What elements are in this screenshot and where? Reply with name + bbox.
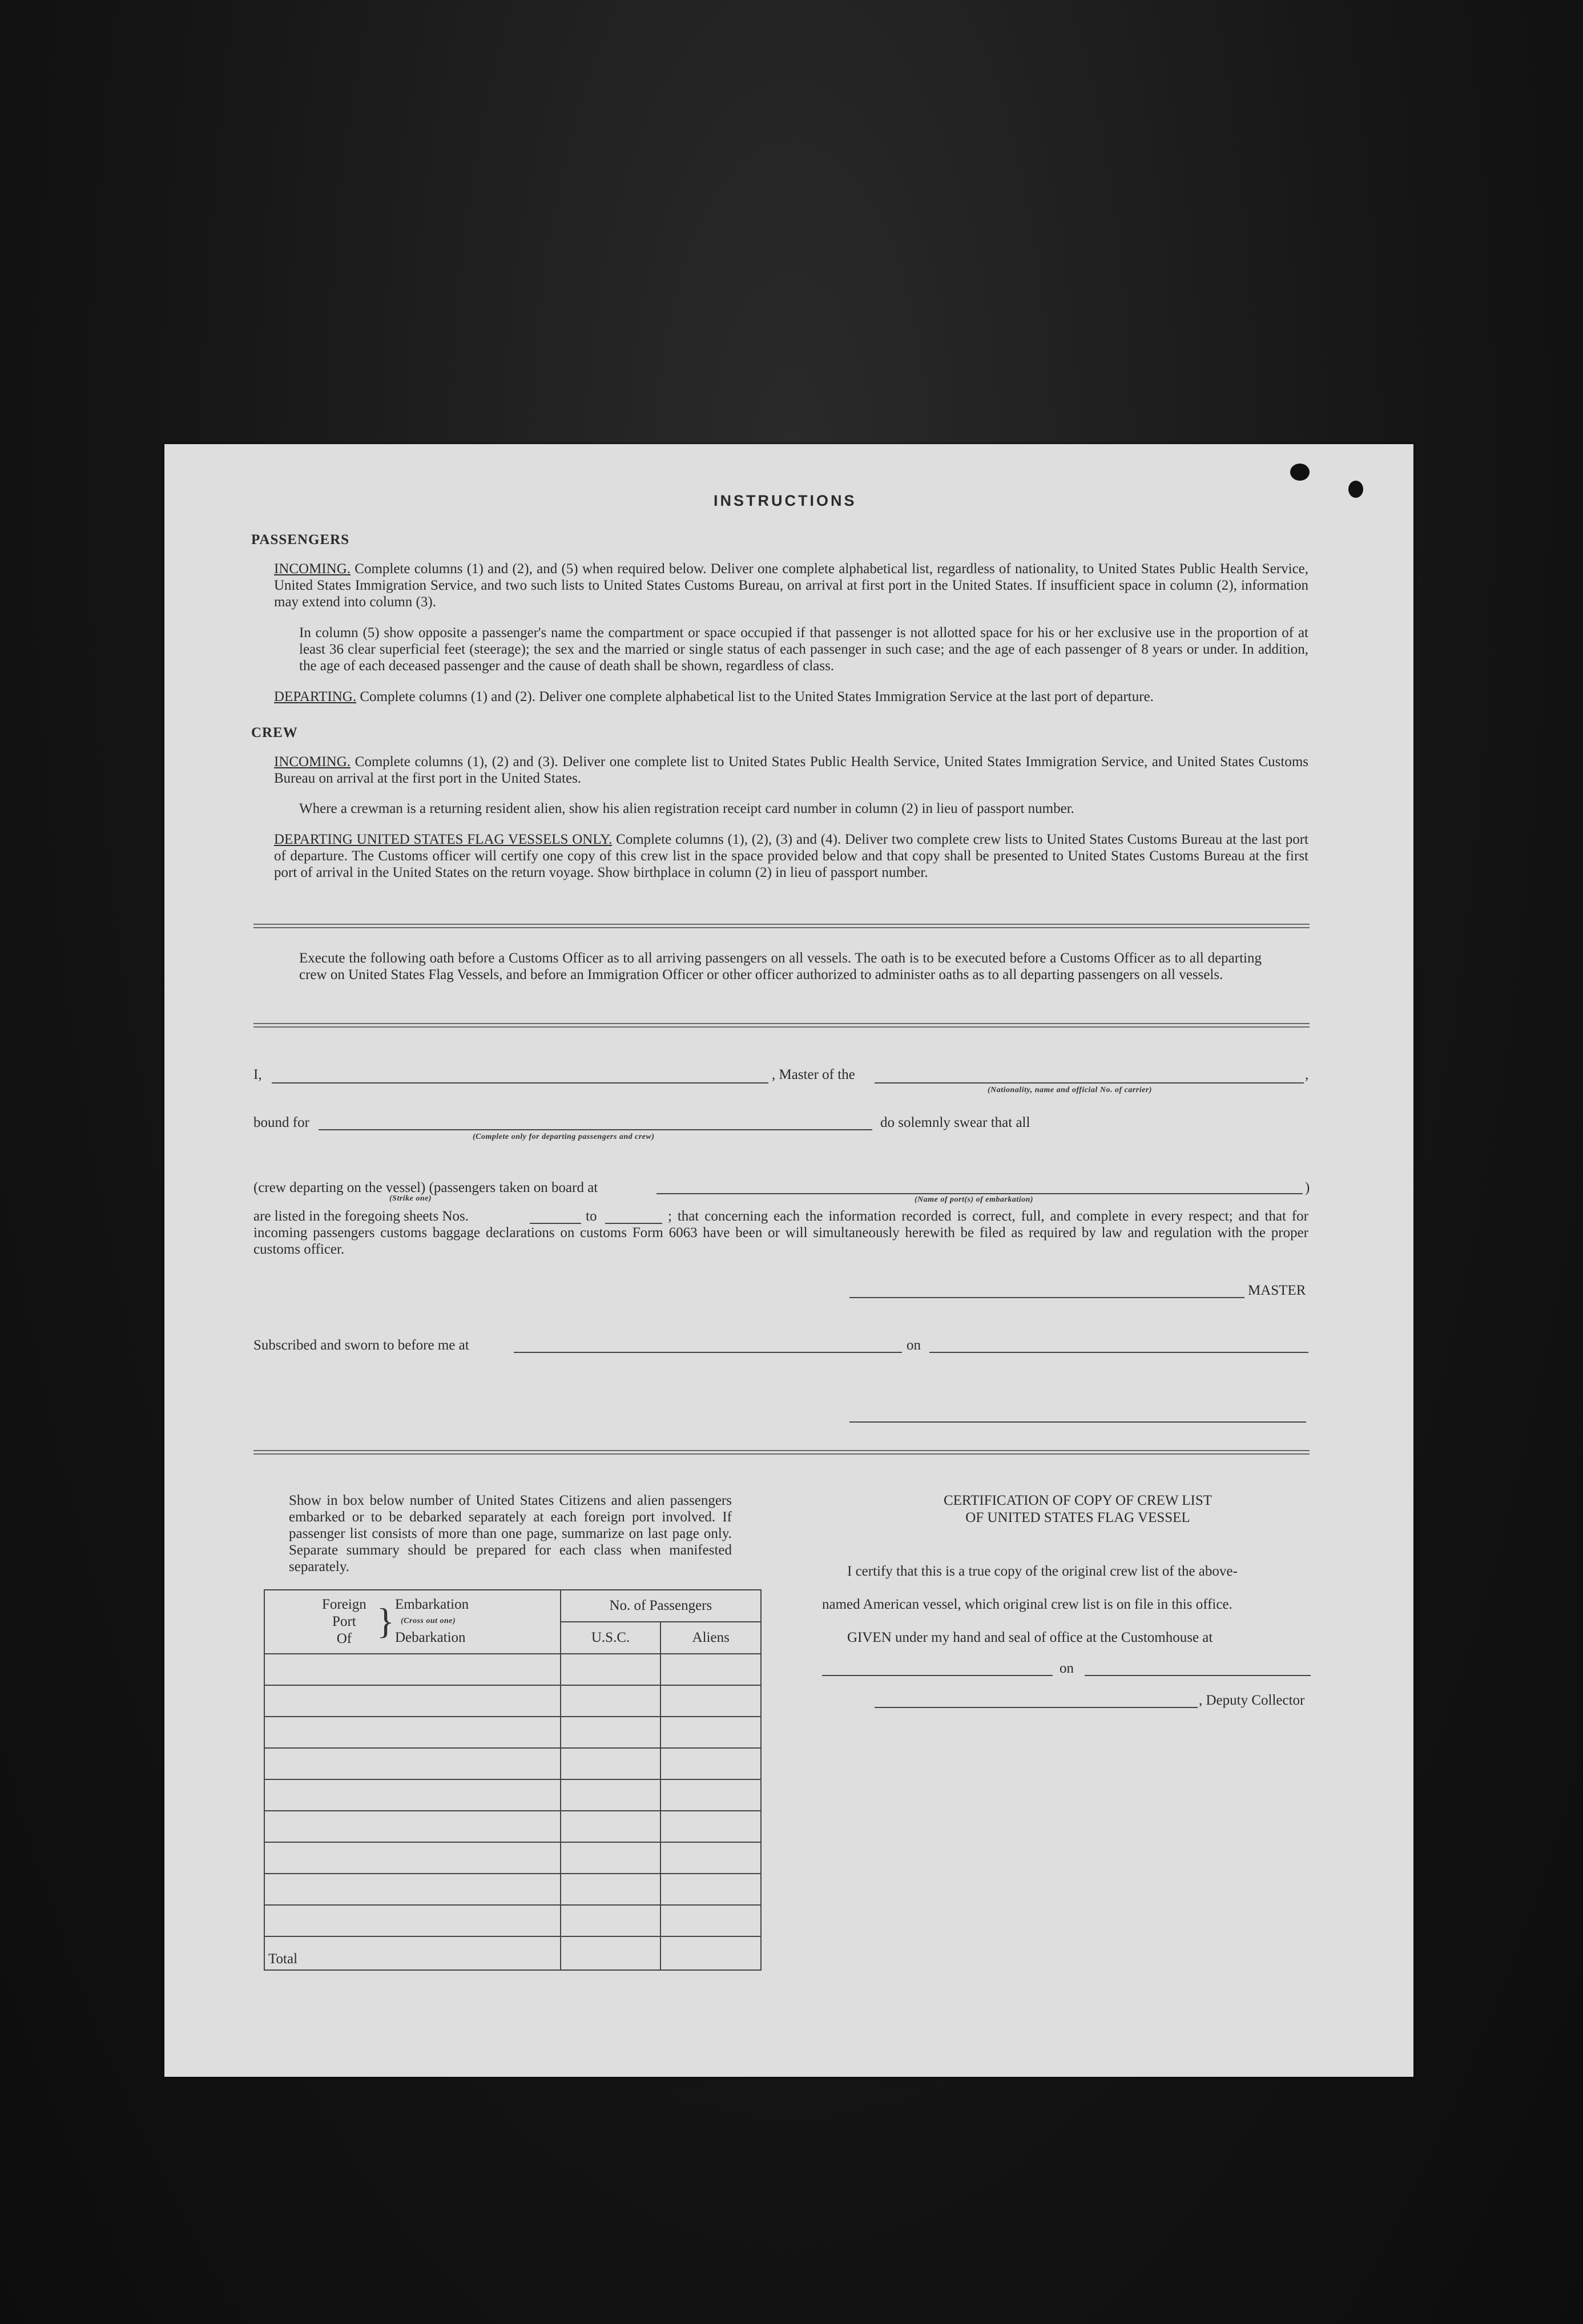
to-label: to: [586, 1209, 597, 1224]
usc-header: U.S.C.: [561, 1622, 661, 1654]
oath-i-label: I,: [253, 1067, 262, 1082]
master-of-label: , Master of the: [772, 1067, 855, 1082]
bound-hint: (Complete only for departing passengers and crew): [473, 1133, 655, 1141]
certification-title-line1: CERTIFICATION OF COPY OF CREW LIST: [943, 1493, 1213, 1508]
col-embarkation: Embarkation: [395, 1597, 469, 1612]
port-hint: (Name of port(s) of embarkation): [915, 1195, 1034, 1204]
passengers-heading: PASSENGERS: [251, 532, 350, 547]
crew-incoming: [274, 754, 1308, 787]
usc-cell[interactable]: [561, 1717, 661, 1748]
table-row: [264, 1874, 761, 1905]
crew-incoming-text: Complete columns (1), (2) and (3). Deliver one complete list to United States Public Health Service, United States Immigration Service, and United States Customs Bureau on arrival at the first port in the United States.: [274, 754, 1309, 786]
table-row: [264, 1685, 761, 1717]
usc-cell[interactable]: [561, 1874, 661, 1905]
on-label: on: [907, 1338, 921, 1353]
crew-resident: Where a crewman is a returning resident alien, show his alien registration receipt card number in column (2) in lieu of passport number.: [299, 801, 1074, 816]
col-cross-out: (Cross out one): [401, 1617, 456, 1625]
aliens-cell[interactable]: [660, 1717, 761, 1748]
master-name-field[interactable]: [272, 1082, 768, 1084]
table-row: [264, 1811, 761, 1842]
aliens-cell[interactable]: [660, 1779, 761, 1811]
strike-hint: (Strike one): [389, 1194, 432, 1203]
table-row: [264, 1748, 761, 1779]
certification-title-line2: OF UNITED STATES FLAG VESSEL: [965, 1510, 1190, 1525]
passenger-summary-table: [264, 1589, 762, 1971]
col-debarkation: Debarkation: [395, 1630, 466, 1645]
subscribed-label: Subscribed and sworn to before me at: [253, 1338, 469, 1353]
usc-cell[interactable]: [561, 1748, 661, 1779]
usc-cell[interactable]: [561, 1779, 661, 1811]
col-port: Port: [332, 1614, 356, 1629]
col-foreign: Foreign: [322, 1597, 366, 1612]
aliens-header: Aliens: [660, 1622, 761, 1654]
aliens-cell[interactable]: [660, 1811, 761, 1842]
port-cell[interactable]: [264, 1748, 561, 1779]
no-passengers-header: No. of Passengers: [561, 1590, 761, 1622]
embarkation-port-field[interactable]: [656, 1193, 1303, 1194]
sworn-place-field[interactable]: [514, 1352, 902, 1353]
crew-incoming-label: INCOMING.: [274, 754, 351, 770]
port-cell[interactable]: [264, 1779, 561, 1811]
sworn-date-field[interactable]: [929, 1352, 1308, 1353]
usc-cell[interactable]: [561, 1905, 661, 1936]
total-label: Total: [264, 1936, 561, 1970]
passengers-incoming: [274, 561, 1308, 610]
port-cell[interactable]: [264, 1905, 561, 1936]
passengers-departing-label: DEPARTING.: [274, 689, 357, 704]
bound-for-field[interactable]: [319, 1129, 872, 1130]
document-page: INSTRUCTIONS PASSENGERS INCOMING. Complete columns (1) and (2), and (5) when required below. Deliver one complete alphabetical list, regardless of nationality, to United States Public Health Service, United States Immigration Service, and two such lists to United States Customs Bureau, on arrival at first port in the United States. If insufficient space in column (2), information may extend into column (3). In column (5) show opposite a passenger's name the compartment or space occupied if that passenger is not allotted space for his or her exclusive use in the proportion of at least 36 clear superficial feet (steerage); the sex and the married or single status of each passenger in such case; and the age of each passenger of 8 years or under. In addition, the age of each deceased passenger and the cause of death shall be shown, regardless of class. DEPARTING. Complete columns (1) and (2). Deliver one complete alphabetical list to the United States Immigration Service at the last port of departure. CREW INCOMING. Complete columns (1), (2) and (3). Deliver one complete list to United States Public Health Service, United States Immigration Service, and United States Customs Bureau on arrival at the first port in the United States. Where a crewman is a returning resident alien, show his alien registration receipt card number in column (2) in lieu of passport number. DEPARTING UNITED STATES FLAG VESSELS ONLY. Complete columns (1), (2), (3) and (4). Deliver two complete crew lists to United States Customs Bureau at the last port of departure. The Customs officer will certify one copy of this crew list in the space provided below and that copy shall be presented to United States Customs Bureau at the first port of arrival in the United States on the return voyage. Show birthplace in column (2) in lieu of passport number. Execute the following oath before a Customs Officer as to all arriving passengers on all vessels. The oath is to be executed before a Customs Officer as to all departing crew on United States Flag Vessels, and before an Immigration Officer or other officer authorized to administer oaths as to all departing passengers on all vessels. I, , Master of the , (Nationality, name and official No. of carrier) bound for (Complete only for departing passengers and crew) do solemnly swear that all (crew departing on the vessel) (passengers taken on board at (Strike one) (Name of port(s) of embarkation) ) are listed in the foregoing sheets Nos. to ; that concerning each the information recorded is correct, full, and complete in every respect; and that for incoming passengers customs baggage declarations on customs Form 6063 have been or will simultaneously herewith be filed as required by law and regulation with the proper customs officer. MASTER Subscribed and sworn to before me at on Show in box below number of United States Citizens and alien passengers embarked or to be debarked separately at each foreign port involved. If passenger list consists of more than one page, summarize on last page only. Separate summary should be prepared for each class when manifested separately. Foreign Port Of } Embarkation (Cross out one) Debarkation No. of Passengers U.S.C. Aliens Total CERTIFICATION OF COPY OF CREW LIST OF UNITED STATES FLAG VESSEL I certify that this is a true copy of the original crew list of the above- named American vessel, which original crew list is on file in this office. GIVEN under my hand and seal of office at the Customhouse at on , Deputy Collector: [164, 444, 1413, 2077]
passengers-incoming-text: Complete columns (1) and (2), and (5) when required below. Deliver one complete alphabetical list, regardless of nationality, to United States Public Health Service, United States Immigration Service, and two such lists to United States Customs Bureau, on arrival at first port in the United States. If insufficient space in column (2), information may extend into column (3).: [274, 561, 1309, 610]
total-row: [264, 1936, 761, 1970]
foreign-port-header: Foreign Port Of } Embarkation (Cross out one) Debarkation: [264, 1590, 561, 1654]
usc-cell[interactable]: [561, 1654, 661, 1685]
col-of: Of: [336, 1631, 352, 1646]
instructions-title: INSTRUCTIONS: [714, 492, 857, 509]
cert-on-label: on: [1060, 1661, 1074, 1676]
master-signature-field[interactable]: [849, 1297, 1244, 1298]
usc-cell[interactable]: [561, 1842, 661, 1874]
deputy-signature-field[interactable]: [875, 1707, 1198, 1708]
customhouse-field[interactable]: [822, 1675, 1053, 1676]
table-row: [264, 1779, 761, 1811]
passengers-departing-text: Complete columns (1) and (2). Deliver one complete alphabetical list to the United States Immigration Service at the last port of departure.: [360, 689, 1154, 704]
table-row: [264, 1717, 761, 1748]
bound-for-label: bound for: [253, 1115, 309, 1130]
master-label: MASTER: [1248, 1283, 1306, 1298]
crew-heading: CREW: [251, 725, 298, 740]
port-cell[interactable]: [264, 1874, 561, 1905]
usc-cell[interactable]: [561, 1685, 661, 1717]
officer-signature-field[interactable]: [849, 1421, 1306, 1423]
divider: [253, 1023, 1310, 1028]
port-cell[interactable]: [264, 1842, 561, 1874]
ink-blot: [1348, 481, 1363, 498]
usc-total-cell[interactable]: [561, 1936, 661, 1970]
aliens-cell[interactable]: [660, 1874, 761, 1905]
table-row: [264, 1905, 761, 1936]
close-paren: ): [1305, 1180, 1310, 1195]
divider: [253, 924, 1310, 928]
port-cell[interactable]: [264, 1685, 561, 1717]
passengers-departing: [274, 688, 1308, 705]
aliens-total-cell[interactable]: [660, 1936, 761, 1970]
crew-departing-text: Complete columns (1), (2), (3) and (4). Deliver two complete crew lists to United States Customs Bureau at the last port of departure. The Customs officer will certify one copy of this crew list in the space provided below and that copy shall be presented to United States Customs Bureau at the first port of arrival in the United States on the return voyage. Show birthplace in column (2) in lieu of passport number.: [274, 832, 1309, 880]
certification-title: [861, 1492, 1295, 1526]
carrier-hint: (Nationality, name and official No. of carrier): [988, 1086, 1152, 1094]
sheets-text: ; that concerning each the information recorded is correct, full, and complete in every respect; and that for incoming passengers customs baggage declarations on customs Form 6063 have been or will simultaneously herewith be filed as required by law and regulation with the proper customs officer.: [253, 1209, 1308, 1257]
carrier-field[interactable]: [875, 1082, 1304, 1084]
passengers-column5: In column (5) show opposite a passenger's name the compartment or space occupied if that passenger is not allotted space for his or her exclusive use in the proportion of at least 36 clear superficial feet (steerage); the sex and the married or single status of each passenger in such case; and the age of each passenger of 8 years or under. In addition, the age of each deceased passenger and the cause of death shall be shown, regardless of class.: [299, 625, 1308, 674]
divider: [253, 1450, 1310, 1455]
certify-line2: named American vessel, which original crew list is on file in this office.: [822, 1597, 1232, 1612]
port-cell[interactable]: [264, 1811, 561, 1842]
aliens-cell[interactable]: [660, 1748, 761, 1779]
aliens-cell[interactable]: [660, 1654, 761, 1685]
given-line: GIVEN under my hand and seal of office at the Customhouse at: [847, 1630, 1213, 1645]
aliens-cell[interactable]: [660, 1842, 761, 1874]
port-cell[interactable]: [264, 1654, 561, 1685]
deputy-label: , Deputy Collector: [1199, 1693, 1305, 1708]
crew-departing-label: DEPARTING UNITED STATES FLAG VESSELS ONLY.: [274, 832, 613, 847]
oath-instruction: Execute the following oath before a Customs Officer as to all arriving passengers on all vessels. The oath is to be executed before a Customs Officer as to all departing crew on United States Flag Vessels, and before an Immigration Officer or other officer authorized to administer oaths as to all departing passengers on all vessels.: [299, 950, 1262, 982]
certify-line1: I certify that this is a true copy of the original crew list of the above-: [847, 1564, 1238, 1579]
crew-passengers-label: (crew departing on the vessel) (passengers taken on board at: [253, 1180, 598, 1195]
aliens-cell[interactable]: [660, 1685, 761, 1717]
passengers-incoming-label: INCOMING.: [274, 561, 351, 577]
usc-cell[interactable]: [561, 1811, 661, 1842]
table-row: [264, 1654, 761, 1685]
sheets-label: are listed in the foregoing sheets Nos.: [253, 1209, 469, 1224]
summary-instruction: Show in box below number of United States Citizens and alien passengers embarked or to be debarked separately at each foreign port involved. If passenger list consists of more than one page, summarize on last page only. Separate summary should be prepared for each class when manifested separately.: [289, 1493, 732, 1574]
ink-blot: [1290, 464, 1310, 481]
port-cell[interactable]: [264, 1717, 561, 1748]
swear-label: do solemnly swear that all: [880, 1115, 1030, 1130]
cert-date-field[interactable]: [1085, 1675, 1311, 1676]
aliens-cell[interactable]: [660, 1905, 761, 1936]
table-row: [264, 1842, 761, 1874]
crew-departing: [274, 831, 1308, 881]
